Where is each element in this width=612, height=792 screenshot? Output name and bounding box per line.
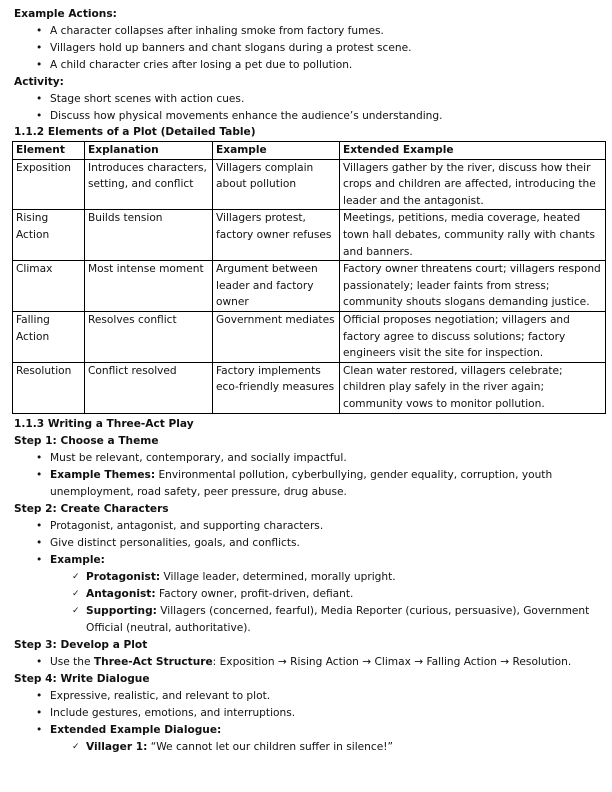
list-item: • A character collapses after inhaling smoke from factory fumes.	[14, 23, 608, 40]
table-cell: Conflict resolved	[85, 362, 213, 413]
check-item	[14, 586, 608, 603]
table-row	[13, 261, 606, 312]
step4-heading: Step 4: Write Dialogue	[14, 672, 150, 685]
table-row	[13, 311, 606, 362]
item-label: Example:	[50, 553, 105, 566]
table-cell: Rising Action	[13, 210, 85, 261]
list-item: • Must be relevant, contemporary, and socially impactful.	[14, 450, 608, 467]
list-item	[14, 467, 608, 501]
table-cell: Climax	[13, 261, 85, 312]
table-cell: Introduces characters, setting, and conflict	[85, 159, 213, 210]
list-item: • Protagonist, antagonist, and supporting characters.	[14, 518, 608, 535]
table-row	[13, 159, 606, 210]
step2-heading: Step 2: Create Characters	[14, 502, 169, 515]
item-label: Supporting:	[86, 604, 157, 617]
item-label: Three-Act Structure	[93, 655, 213, 668]
item-label: Example Themes:	[50, 468, 156, 481]
item-text: Village leader, determined, morally upright.	[160, 570, 396, 583]
check-item	[14, 569, 608, 586]
check-item	[14, 739, 608, 756]
list-item: • Give distinct personalities, goals, and conflicts.	[14, 535, 608, 552]
table-cell: Meetings, petitions, media coverage, heated town hall debates, community rally with chants and banners.	[340, 210, 606, 261]
table-cell: Factory implements eco-friendly measures	[213, 362, 340, 413]
document-page	[14, 6, 608, 756]
example-actions-heading: Example Actions:	[14, 8, 117, 20]
table-cell: Builds tension	[85, 210, 213, 261]
item-text: Factory owner, profit-driven, defiant.	[155, 587, 354, 600]
item-text: : Exposition → Rising Action → Climax → Falling Action → Resolution.	[212, 655, 572, 668]
activity-heading: Activity:	[14, 76, 64, 88]
table-cell: Most intense moment	[85, 261, 213, 312]
table-cell: Villagers complain about pollution	[213, 159, 340, 210]
step1-list	[14, 450, 608, 501]
table-cell: Villagers protest, factory owner refuses	[213, 210, 340, 261]
three-act-heading: 1.1.3 Writing a Three-Act Play	[14, 417, 194, 430]
table-cell: Official proposes negotiation; villagers and factory agree to discuss solutions; factory engineers visit the site for inspection.	[340, 311, 606, 362]
step3-heading: Step 3: Develop a Plot	[14, 638, 148, 651]
table-cell: Government mediates	[213, 311, 340, 362]
item-label: Protagonist:	[86, 570, 161, 583]
table-cell: Resolution	[13, 362, 85, 413]
step1-heading: Step 1: Choose a Theme	[14, 434, 159, 447]
column-header: Element	[13, 142, 85, 160]
table-cell: Falling Action	[13, 311, 85, 362]
column-header: Explanation	[85, 142, 213, 160]
item-label: Antagonist:	[86, 587, 156, 600]
list-item: • Stage short scenes with action cues.	[14, 91, 608, 108]
item-label: Extended Example Dialogue:	[50, 723, 222, 736]
table-row	[13, 362, 606, 413]
item-text: “We cannot let our children suffer in silence!”	[147, 740, 393, 753]
table-cell: Resolves conflict	[85, 311, 213, 362]
table-cell: Argument between leader and factory owner	[213, 261, 340, 312]
table-cell: Villagers gather by the river, discuss how their crops and children are affected, introducing the leader and the antagonist.	[340, 159, 606, 210]
column-header: Example	[213, 142, 340, 160]
column-header: Extended Example	[340, 142, 606, 160]
check-item	[14, 603, 608, 637]
list-item: • Discuss how physical movements enhance the audience’s understanding.	[14, 108, 608, 125]
item-text: Environmental pollution, cyberbullying, gender equality, corruption, youth unemployment, road safety, peer pressure, drug abuse.	[50, 468, 553, 498]
list-item	[14, 654, 608, 671]
list-item: • Expressive, realistic, and relevant to plot.	[14, 688, 608, 705]
plot-table-heading: 1.1.2 Elements of a Plot (Detailed Table)	[14, 126, 256, 138]
table-cell: Exposition	[13, 159, 85, 210]
table-cell: Clean water restored, villagers celebrate; children play safely in the river again; community vows to monitor pollution.	[340, 362, 606, 413]
list-item: • Villagers hold up banners and chant slogans during a protest scene.	[14, 40, 608, 57]
item-text: Villagers (concerned, fearful), Media Reporter (curious, persuasive), Government Official (neutral, authoritative).	[86, 604, 590, 634]
list-item	[14, 722, 608, 739]
list-item	[14, 552, 608, 569]
step4-list	[14, 688, 608, 756]
plot-elements-table	[12, 141, 606, 414]
item-label: Villager 1:	[86, 740, 148, 753]
table-row	[13, 210, 606, 261]
step2-list	[14, 518, 608, 637]
example-actions-list	[14, 23, 608, 74]
list-item: • Include gestures, emotions, and interruptions.	[14, 705, 608, 722]
list-item: • A child character cries after losing a pet due to pollution.	[14, 57, 608, 74]
table-cell: Factory owner threatens court; villagers respond passionately; leader faints from stress; community shouts slogans demanding justice.	[340, 261, 606, 312]
item-text: Use the	[50, 655, 94, 668]
step3-list	[14, 654, 608, 671]
table-header-row	[13, 142, 606, 160]
activity-list	[14, 91, 608, 125]
